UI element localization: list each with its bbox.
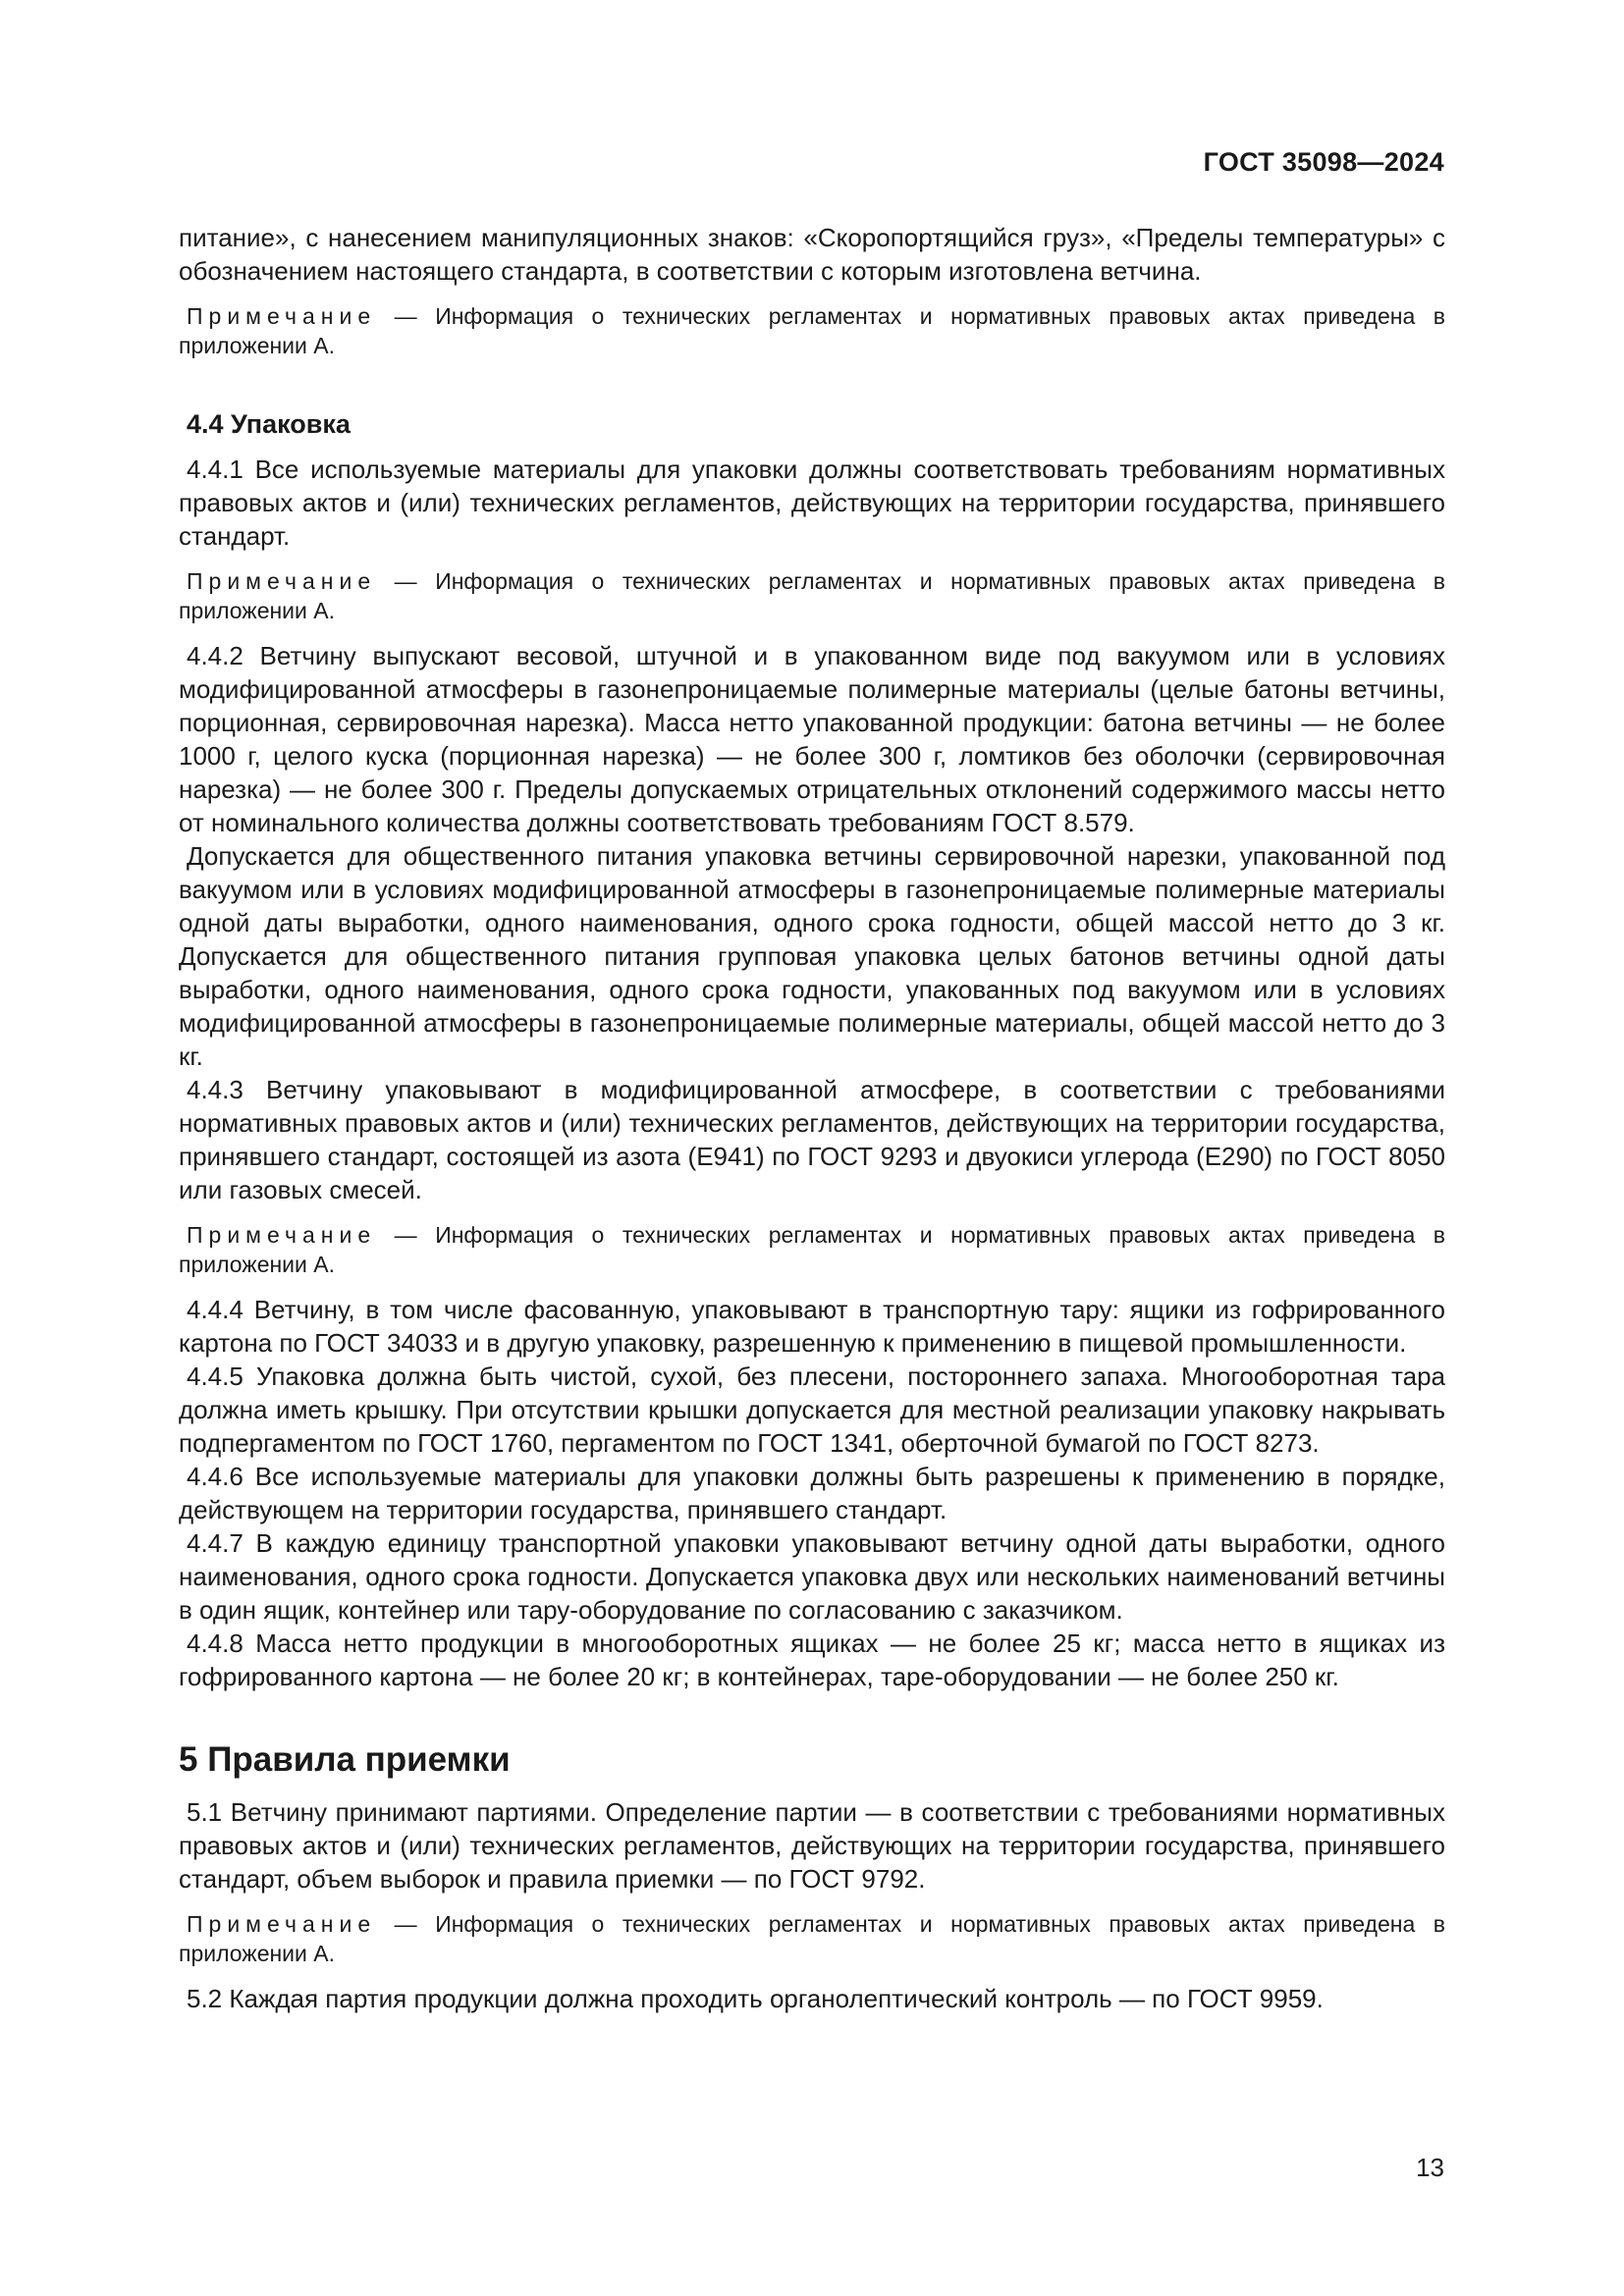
paragraph-4-4-7: 4.4.7 В каждую единицу транспортной упаковки упаковывают ветчину одной даты выработки, одного наименования, одного срока годности. Допускается упаковка двух или нескольких наименований ветчины в один ящик, контейнер или тару-оборудование по согласованию с заказчиком. <box>179 1528 1445 1625</box>
paragraph-4-4-2: 4.4.2 Ветчину выпускают весовой, штучной и в упакованном виде под вакуумом или в условиях модифицированной атмосферы в газонепроницаемые полимерные материалы (целые батоны ветчины, порционная, сервировочная нарезка). Масса нетто упакованной продукции: батона ветчины — не более 1000 г, целого куска (порционная нарезка) — не более 300 г, ломтиков без оболочки (сервировочная нарезка) — не более 300 г. Пределы допускаемых отрицательных отклонений содержимого массы нетто от номинального количества должны соответствовать требованиям ГОСТ 8.579. <box>179 641 1445 837</box>
note <box>179 301 1445 360</box>
section-heading-4-4: 4.4 Упаковка <box>187 409 351 439</box>
note <box>179 1909 1445 1968</box>
note-label: Примечание <box>187 1911 377 1937</box>
note-label: Примечание <box>187 303 377 329</box>
paragraph-4-4-1: 4.4.1 Все используемые материалы для упаковки должны соответствовать требованиям нормативных правовых актов и (или) технических регламентов, действующих на территории государства, принявшего стандарт. <box>179 454 1445 551</box>
note-text: — Информация о технических регламентах и нормативных правовых актах приведена в приложении А. <box>179 303 1445 358</box>
document-body <box>179 221 1445 2015</box>
paragraph-continuation: питание», с нанесением манипуляционных знаков: «Скоропортящийся груз», «Пределы температуры» с обозначением настоящего стандарта, в соответствии с которым изготовлена ветчина. <box>179 223 1445 286</box>
note-label: Примечание <box>187 568 377 594</box>
paragraph-5-1: 5.1 Ветчину принимают партиями. Определение партии — в соответствии с требованиями нормативных правовых актов и (или) технических регламентов, действующих на территории государства, принявшего стандарт, объем выборок и правила приемки — по ГОСТ 9792. <box>179 1797 1445 1894</box>
paragraph-4-4-8: 4.4.8 Масса нетто продукции в многооборотных ящиках — не более 25 кг; масса нетто в ящиках из гофрированного картона — не более 20 кг; в контейнерах, таре-оборудовании — не более 250 кг. <box>179 1629 1445 1691</box>
note-label: Примечание <box>187 1222 377 1248</box>
document-id: ГОСТ 35098—2024 <box>1203 147 1444 177</box>
paragraph-5-2: 5.2 Каждая партия продукции должна проходить органолептический контроль — по ГОСТ 9959. <box>187 1984 1324 2013</box>
paragraph-4-4-4: 4.4.4 Ветчину, в том числе фасованную, упаковывают в транспортную тару: ящики из гофрированного картона по ГОСТ 34033 и в другую упаковку, разрешенную к применению в пищевой промышленности. <box>179 1295 1445 1358</box>
section-heading-5: 5 Правила приемки <box>179 1740 511 1779</box>
note-text: — Информация о технических регламентах и нормативных правовых актах приведена в приложении А. <box>179 1911 1445 1966</box>
note <box>179 1220 1445 1279</box>
page-number: 13 <box>1416 2153 1444 2182</box>
note <box>179 566 1445 625</box>
paragraph-4-4-2-continued: Допускается для общественного питания упаковка ветчины сервировочной нарезки, упакованной под вакуумом или в условиях модифицированной атмосферы в газонепроницаемые полимерные материалы одной даты выработки, одного наименования, одного срока годности, общей массой нетто до 3 кг. Допускается для общественного питания групповая упаковка целых батонов ветчины одной даты выработки, одного наименования, одного срока годности, упакованных под вакуумом или в условиях модифицированной атмосферы в газонепроницаемые полимерные материалы, общей массой нетто до 3 кг. <box>179 841 1445 1071</box>
paragraph-4-4-3: 4.4.3 Ветчину упаковывают в модифицированной атмосфере, в соответствии с требованиями нормативных правовых актов и (или) технических регламентов, действующих на территории государства, принявшего стандарт, состоящей из азота (Е941) по ГОСТ 9293 и двуокиси углерода (Е290) по ГОСТ 8050 или газовых смесей. <box>179 1075 1445 1204</box>
paragraph-4-4-5: 4.4.5 Упаковка должна быть чистой, сухой, без плесени, постороннего запаха. Многооборотная тара должна иметь крышку. При отсутствии крышки допускается для местной реализации упаковку накрывать подпергаментом по ГОСТ 1760, пергаментом по ГОСТ 1341, оберточной бумагой по ГОСТ 8273. <box>179 1362 1445 1458</box>
paragraph-4-4-6: 4.4.6 Все используемые материалы для упаковки должны быть разрешены к применению в порядке, действующем на территории государства, принявшего стандарт. <box>179 1462 1445 1524</box>
note-text: — Информация о технических регламентах и нормативных правовых актах приведена в приложении А. <box>179 568 1445 623</box>
note-text: — Информация о технических регламентах и нормативных правовых актах приведена в приложении А. <box>179 1222 1445 1277</box>
